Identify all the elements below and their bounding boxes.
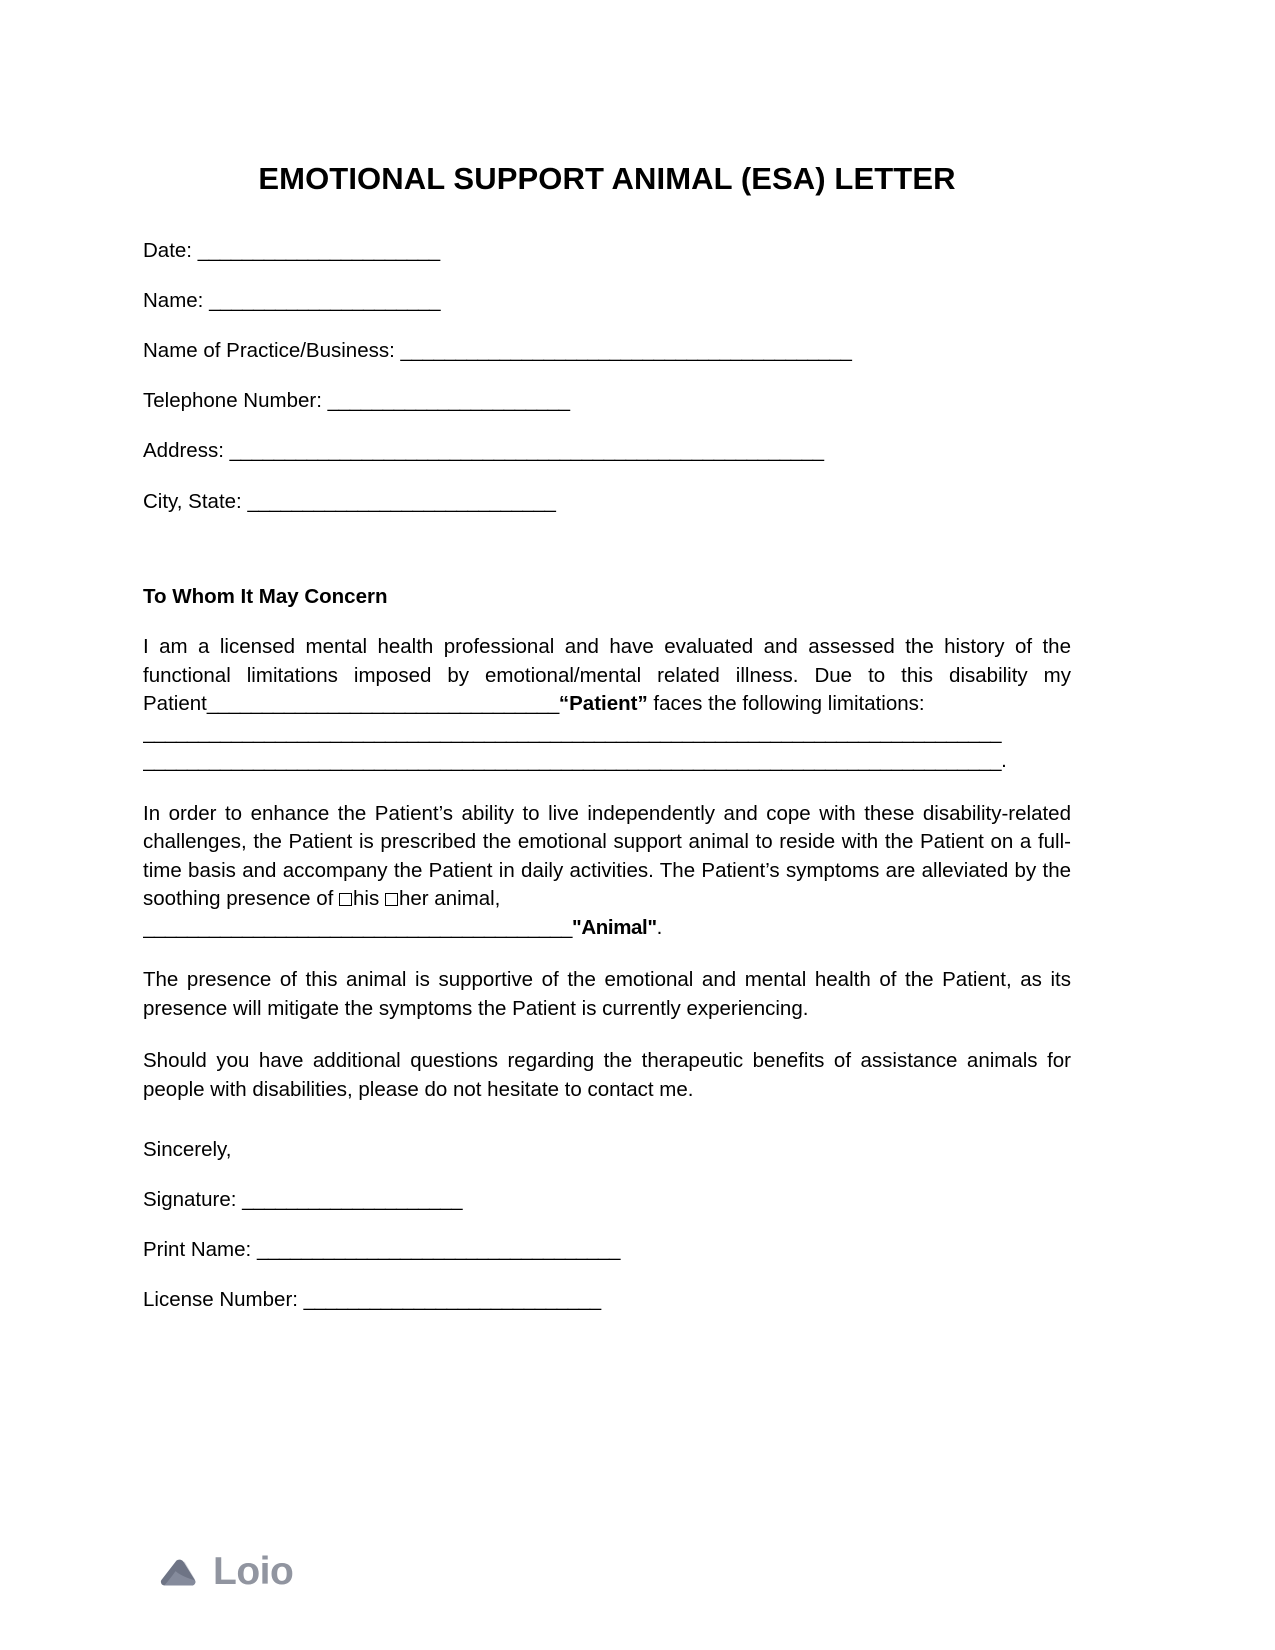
closing-block — [143, 1138, 1071, 1312]
paragraph-evaluation-text-b: faces the following limitations: — [647, 692, 925, 716]
paragraph-evaluation-text-a: I am a licensed mental health professional and have evaluated and assessed the history of the functional limitations imposed by emotional/mental related illness. Due to this disability my Patient — [143, 635, 1071, 716]
field-row-telephone — [143, 389, 1071, 413]
field-row-name — [143, 289, 1071, 313]
salutation: To Whom It May Concern — [143, 585, 388, 609]
paragraph-contact: Should you have additional questions regarding the therapeutic benefits of assistance animals for people with disabilities, please do not hesitate to contact me. — [143, 1049, 1071, 1101]
header-fields-block — [143, 239, 1071, 513]
limitations-blank-line-2[interactable]: ______________________________________________________________________________. — [143, 749, 1007, 773]
date-label: Date: — [143, 239, 192, 263]
address-blank-line[interactable]: ______________________________________________________ — [229, 439, 824, 463]
field-row-signature — [143, 1188, 1071, 1212]
paragraph-prescription — [143, 800, 1071, 943]
mountain-icon — [158, 1555, 202, 1589]
telephone-blank-line[interactable]: ______________________ — [327, 389, 570, 413]
field-row-address — [143, 439, 1071, 463]
field-row-city-state — [143, 490, 1071, 514]
patient-name-blank-line[interactable]: ________________________________ — [206, 692, 559, 716]
field-row-practice-business — [143, 339, 1071, 363]
practice-business-label: Name of Practice/Business: — [143, 339, 395, 363]
print-name-blank-line[interactable]: _________________________________ — [256, 1238, 620, 1262]
patient-term-bold: “Patient” — [558, 692, 648, 716]
print-name-label: Print Name: — [143, 1238, 252, 1262]
name-blank-line[interactable]: _____________________ — [209, 289, 441, 313]
footer-brand-logo — [158, 1552, 293, 1591]
brand-name: Loio — [213, 1550, 294, 1593]
his-label: his — [353, 887, 380, 911]
license-number-blank-line[interactable]: ___________________________ — [303, 1288, 601, 1312]
limitations-blank-line-1[interactable]: ______________________________________________________________________________ — [143, 720, 1002, 744]
field-row-date — [143, 239, 1071, 263]
signature-blank-line[interactable]: ____________________ — [242, 1188, 463, 1212]
document-content — [143, 0, 1071, 1338]
city-state-label: City, State: — [143, 489, 242, 513]
date-blank-line[interactable]: ______________________ — [197, 239, 440, 263]
practice-business-blank-line[interactable]: _________________________________________ — [400, 339, 852, 363]
field-row-print-name — [143, 1238, 1071, 1262]
animal-period: . — [656, 915, 662, 939]
paragraph-evaluation — [143, 633, 1071, 776]
paragraph-prescription-text-a: In order to enhance the Patient’s ability to live independently and cope with these disability-related challenges, the Patient is prescribed the emotional support animal to reside with the Patient on a full-time basis and accompany the Patient in daily activities. The Patient’s symptoms are alleviated by the soothing presence of — [143, 801, 1071, 911]
page-title: EMOTIONAL SUPPORT ANIMAL (ESA) LETTER — [258, 161, 956, 196]
field-row-license-number — [143, 1288, 1071, 1312]
address-label: Address: — [143, 439, 224, 463]
her-label: her — [398, 887, 429, 911]
checkbox-her[interactable] — [385, 893, 398, 906]
closing-word: Sincerely, — [143, 1138, 232, 1162]
license-number-label: License Number: — [143, 1288, 298, 1312]
paragraph-support: The presence of this animal is supportive of the emotional and mental health of the Patient, as its presence will mitigate the symptoms the Patient is currently experiencing. — [143, 968, 1071, 1020]
animal-term-bold: "Animal" — [572, 915, 657, 939]
city-state-blank-line[interactable]: ____________________________ — [247, 489, 556, 513]
name-label: Name: — [143, 289, 204, 313]
animal-name-blank-line[interactable]: _______________________________________ — [143, 915, 573, 939]
telephone-label: Telephone Number: — [143, 389, 322, 413]
checkbox-his[interactable] — [339, 893, 352, 906]
signature-label: Signature: — [143, 1188, 237, 1212]
paragraph-prescription-text-b: animal, — [434, 887, 501, 911]
animal-name-line — [143, 914, 1071, 943]
